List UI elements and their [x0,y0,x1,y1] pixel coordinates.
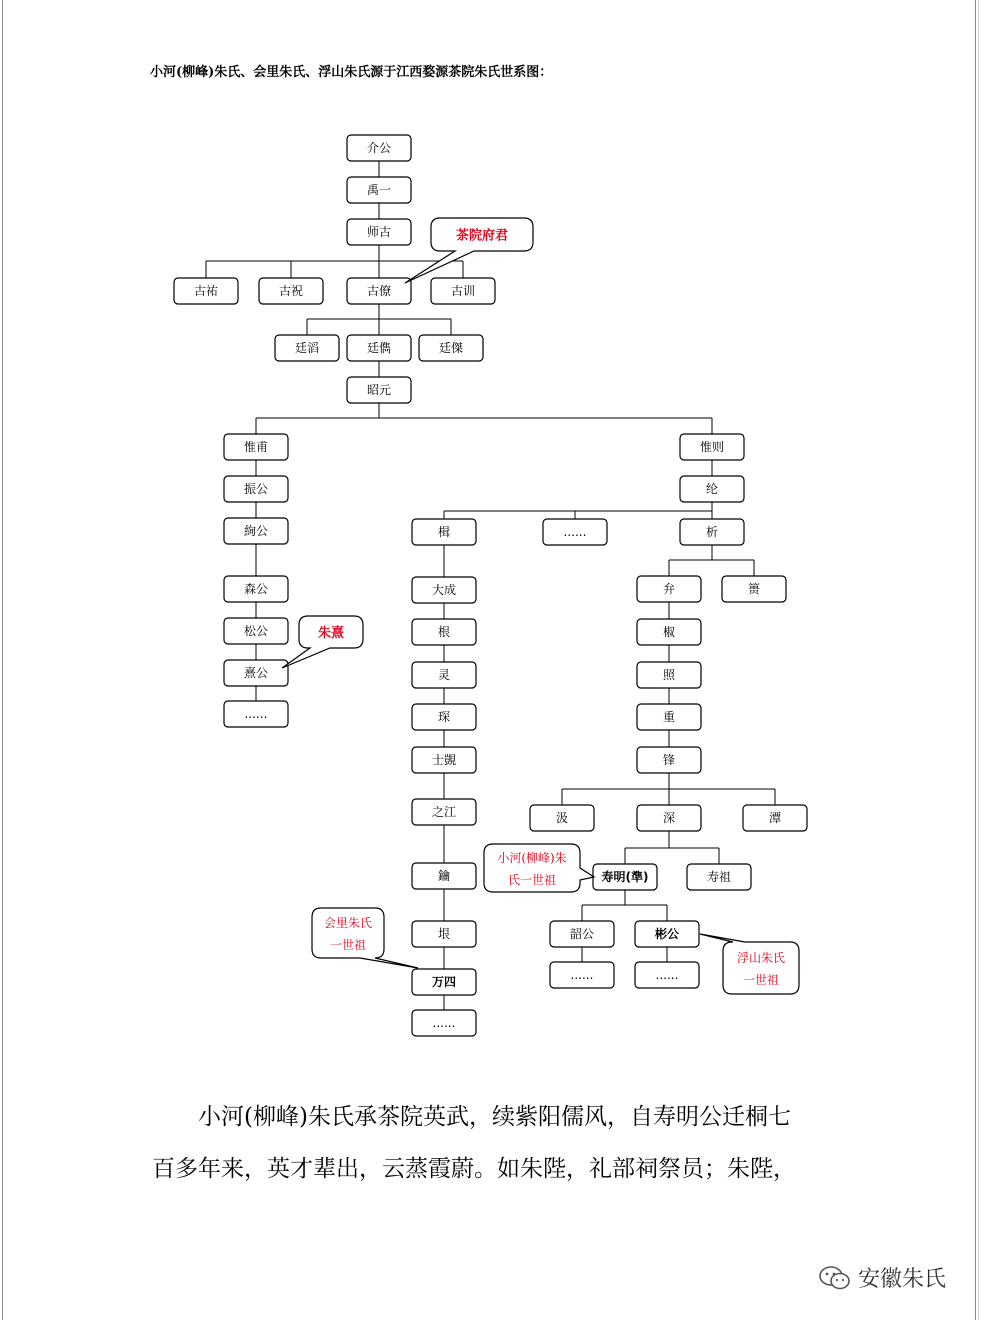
node-label: 韶公 [569,927,595,941]
tree-node-zhao [637,662,701,688]
tree-node-bian [637,576,701,602]
tree-node-gen [412,619,476,645]
tree-node-jiegong [347,135,411,161]
callout-fushan [700,934,799,994]
callout-text: 朱熹 [317,626,345,641]
tree-node-guzhu [259,278,323,304]
node-label: ...... [570,968,594,982]
tree-node-ken [412,921,476,947]
body-paragraph-line-2: 百多年来，英才辈出，云蒸霞蔚。如朱陛，礼部祠祭员；朱陛， [152,1156,796,1182]
tree-node-zhaoyuan [347,377,411,403]
tree-node-mid_more [543,519,607,545]
tree-node-songgong [224,618,288,644]
node-label: 古僚 [366,284,392,298]
tree-node-shen2 [637,805,701,831]
callout-text: 一世祖 [329,938,367,952]
callout-text: 氏一世祖 [507,873,557,887]
tree-node-zhijiang [412,799,476,825]
diagram-heading: 小河(柳峰)朱氏、会里朱氏、浮山朱氏源于江西婺源茶院朱氏世系图： [150,65,553,80]
body-paragraph-line-1: 小河(柳峰)朱氏承茶院英武，续紫阳儒风，自寿明公迁桐七 [198,1104,791,1130]
callout-zhuxi [282,616,363,668]
wechat-icon [818,1264,852,1292]
node-label: ...... [432,1016,456,1030]
tree-node-bingong [635,921,699,947]
callout-chayuan [405,218,533,283]
tree-node-xi_more [224,701,288,727]
tree-node-yue [412,863,476,889]
tree-node-wansi [412,969,476,995]
node-label: 重 [662,710,676,724]
callout-bubble [282,616,363,668]
node-label: 廷儁 [366,341,392,355]
node-label: 惟甫 [243,440,269,454]
node-label: 古祝 [278,284,304,298]
tree-node-weize [680,434,744,460]
node-label: 楫 [437,525,451,539]
node-label: 廷傑 [438,341,464,355]
node-label: 深 [662,811,676,825]
node-label: 灵 [437,668,451,682]
node-label: 廷滔 [294,341,320,355]
node-label: 弁 [662,582,676,596]
node-label: 汲 [555,811,569,825]
node-label: 振公 [243,482,269,496]
tree-node-xi2 [680,519,744,545]
tree-node-shouming [593,864,657,890]
node-label: ...... [244,707,268,721]
tree-node-sengong [224,576,288,602]
callout-text: 小河(柳峰)朱 [497,851,567,865]
tree-node-shigu [347,219,411,245]
node-label: 絢公 [243,524,269,538]
node-label: 鑰 [437,869,451,883]
watermark [818,1262,946,1293]
tree-node-feng [637,747,701,773]
tree-node-ji2 [530,805,594,831]
node-label: 之江 [431,805,457,819]
tree-node-shouzu [687,864,751,890]
node-label: 琛 [437,710,451,724]
node-label: 照 [662,668,676,682]
node-label: 介公 [366,141,392,155]
tree-node-bg_more [635,962,699,988]
callout-text: 会里朱氏 [323,916,373,930]
tree-node-tingjun [347,335,411,361]
tree-node-guliao [347,278,411,304]
node-label: 纶 [705,482,719,496]
tree-node-ws_more [412,1010,476,1036]
node-label: 万四 [431,975,457,989]
callout-text: 浮山朱氏 [736,951,786,965]
node-label: 篑 [747,582,761,596]
node-label: 潭 [768,811,782,825]
tree-node-guyou [174,278,238,304]
node-label: 大成 [431,583,457,597]
tree-node-ling [412,662,476,688]
tree-node-tingtao [275,335,339,361]
tree-node-tingjie [419,335,483,361]
tree-node-zhong [637,704,701,730]
node-label: 垠 [437,927,451,941]
callout-text: 茶院府君 [455,228,509,244]
node-label: 禹一 [366,183,392,197]
tree-node-shen [412,704,476,730]
tree-node-dacheng [412,577,476,603]
callout-huili [312,908,418,968]
tree-node-kui [722,576,786,602]
node-label: ...... [655,968,679,982]
node-label: 古训 [450,284,476,298]
node-label: 熹公 [243,666,269,680]
node-label: 森公 [243,582,269,596]
node-label: 析 [705,525,719,539]
tree-node-tan [743,805,807,831]
tree-node-jiao [637,619,701,645]
callout-text: 一世祖 [742,973,780,987]
node-label: 士覬 [431,753,457,767]
tree-node-ji [412,519,476,545]
node-label: 根 [437,625,451,639]
tree-node-weifu [224,434,288,460]
node-label: 彬公 [654,927,680,941]
node-label: 惟则 [699,440,725,454]
tree-node-shiyue [412,747,476,773]
node-label: 昭元 [366,383,392,397]
tree-node-xigong [224,660,288,686]
tree-node-zhengong [224,476,288,502]
tree-node-shaogong [550,921,614,947]
node-label: 锋 [662,753,676,767]
node-label: ...... [563,525,587,539]
node-label: 古祐 [193,284,219,298]
node-label: 椒 [662,625,676,639]
node-label: 松公 [243,624,269,638]
watermark-text: 安徽朱氏 [858,1267,947,1292]
node-label: 寿祖 [706,870,732,884]
node-label: 寿明(準) [601,870,649,884]
node-label: 师古 [366,225,392,239]
tree-node-xungong [224,518,288,544]
tree-node-guxun [431,278,495,304]
tree-node-sg_more [550,962,614,988]
callout-xiaohe [484,844,594,892]
tree-node-lun [680,476,744,502]
tree-node-yuyi [347,177,411,203]
